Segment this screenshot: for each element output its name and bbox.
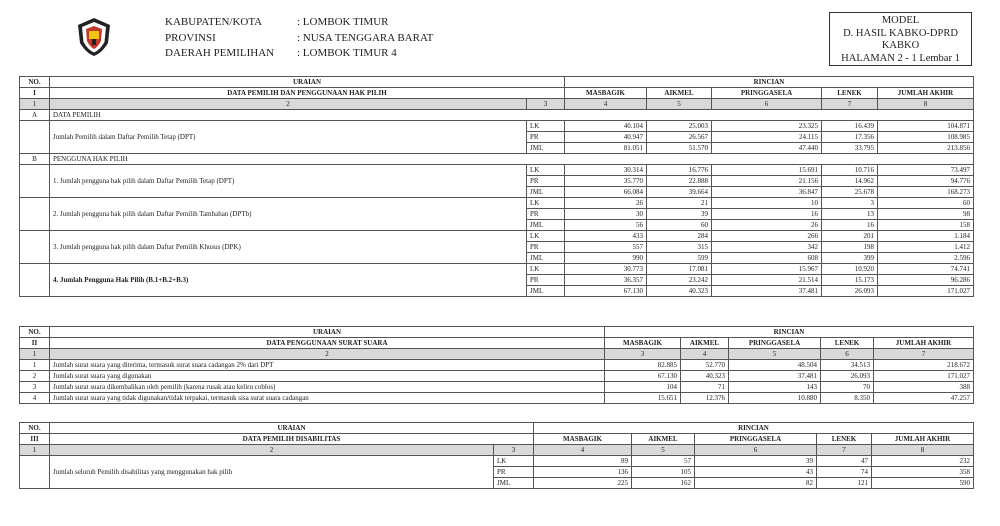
row-label: Jumlah surat suara yang tidak digunakan/tidak terpakai, termasuk sisa surat suara cadangan: [50, 393, 605, 404]
kpu-logo-icon: [76, 17, 112, 57]
value-cell: 23.325: [712, 121, 822, 132]
value-cell: 25.678: [822, 187, 878, 198]
section-number: I: [20, 88, 50, 99]
row-label: Jumlah surat suara yang diterima, termasuk surat suara cadangan 2% dari DPT: [50, 360, 605, 371]
header-uraian: URAIAN: [50, 77, 565, 88]
header-no: NO.: [20, 77, 50, 88]
gender-label: JML: [527, 253, 565, 264]
value-cell: 108.985: [878, 132, 974, 143]
row-label: 3. Jumlah pengguna hak pilih dalam Daftar Pemilih Khusus (DPK): [50, 231, 527, 264]
col-number: 8: [878, 99, 974, 110]
gender-label: JML: [527, 187, 565, 198]
dapil-value: : LOMBOK TIMUR 4: [297, 47, 397, 59]
value-cell: 10.880: [729, 393, 821, 404]
value-cell: 98: [878, 209, 974, 220]
col-header: JUMLAH AKHIR: [874, 338, 974, 349]
value-cell: 81.051: [565, 143, 647, 154]
col-header: AIKMEL: [681, 338, 729, 349]
value-cell: 36.357: [565, 275, 647, 286]
value-cell: 33.795: [822, 143, 878, 154]
value-cell: 388: [874, 382, 974, 393]
value-cell: 35.770: [565, 176, 647, 187]
value-cell: 43: [695, 467, 817, 478]
value-cell: 67.130: [605, 371, 681, 382]
col-header: MASBAGIK: [565, 88, 647, 99]
category-title: DATA PEMILIH: [50, 110, 974, 121]
value-cell: 143: [729, 382, 821, 393]
col-number: 5: [632, 445, 695, 456]
gender-label: PR: [527, 132, 565, 143]
col-number: 7: [817, 445, 872, 456]
col-header: MASBAGIK: [534, 434, 632, 445]
col-number: 1: [20, 349, 50, 360]
value-cell: 232: [872, 456, 974, 467]
col-header: LENEK: [821, 338, 874, 349]
value-cell: 1.184: [878, 231, 974, 242]
col-number: 2: [50, 349, 605, 360]
value-cell: 16: [822, 220, 878, 231]
gender-label: LK: [527, 198, 565, 209]
header-rincian: RINCIAN: [565, 77, 974, 88]
value-cell: 26.567: [647, 132, 712, 143]
header-uraian: URAIAN: [50, 423, 534, 434]
blank-cell: [20, 198, 50, 231]
region-info: [165, 15, 433, 62]
value-cell: 47.257: [874, 393, 974, 404]
col-number: 2: [50, 99, 527, 110]
dapil-label: DAERAH PEMILIHAN: [165, 47, 275, 59]
gender-label: LK: [494, 456, 534, 467]
gender-label: LK: [527, 231, 565, 242]
value-cell: 21.514: [712, 275, 822, 286]
value-cell: 89: [534, 456, 632, 467]
value-cell: 96.286: [878, 275, 974, 286]
model-line: MODEL: [881, 15, 920, 26]
value-cell: 39: [695, 456, 817, 467]
value-cell: 8.350: [821, 393, 874, 404]
kabupaten-label: KABUPATEN/KOTA: [165, 16, 263, 28]
col-header: LENEK: [822, 88, 878, 99]
value-cell: 218.672: [874, 360, 974, 371]
value-cell: 39.664: [647, 187, 712, 198]
col-number: 5: [647, 99, 712, 110]
col-number: 1: [20, 445, 50, 456]
value-cell: 10.920: [822, 264, 878, 275]
section-title: DATA PENGGUNAAN SURAT SUARA: [50, 338, 605, 349]
row-label: Jumlah Pemilih dalam Daftar Pemilih Tetap (DPT): [50, 121, 527, 154]
value-cell: 34.513: [821, 360, 874, 371]
blank-cell: [20, 456, 50, 489]
value-cell: 57: [632, 456, 695, 467]
model-line: HALAMAN 2 - 1 Lembar 1: [841, 52, 960, 64]
col-header: JUMLAH AKHIR: [872, 434, 974, 445]
value-cell: 17.356: [822, 132, 878, 143]
blank-cell: [20, 231, 50, 264]
gender-label: PR: [527, 176, 565, 187]
value-cell: 23.242: [647, 275, 712, 286]
row-label: Jumlah surat suara dikembalikan oleh pemilih (karena rusak atau keliru coblos): [50, 382, 605, 393]
value-cell: 16.776: [647, 165, 712, 176]
col-number: 7: [874, 349, 974, 360]
col-number: 1: [20, 99, 50, 110]
value-cell: 26: [712, 220, 822, 231]
value-cell: 25.003: [647, 121, 712, 132]
value-cell: 10: [712, 198, 822, 209]
col-header: JUMLAH AKHIR: [878, 88, 974, 99]
col-number: 7: [822, 99, 878, 110]
col-header: PRINGGASELA: [729, 338, 821, 349]
col-number: 4: [534, 445, 632, 456]
gender-label: PR: [494, 467, 534, 478]
table-row: [20, 360, 974, 371]
model-line: D. HASIL KABKO-DPRD: [843, 27, 958, 39]
col-number: 4: [565, 99, 647, 110]
value-cell: 158: [878, 220, 974, 231]
col-number: 2: [50, 445, 494, 456]
col-number: 8: [872, 445, 974, 456]
value-cell: 599: [647, 253, 712, 264]
value-cell: 74: [817, 467, 872, 478]
blank-cell: [20, 264, 50, 297]
col-header: AIKMEL: [632, 434, 695, 445]
value-cell: 37.481: [712, 286, 822, 297]
value-cell: 16.439: [822, 121, 878, 132]
gender-label: LK: [527, 121, 565, 132]
value-cell: 121: [817, 478, 872, 489]
value-cell: 26: [565, 198, 647, 209]
value-cell: 17.081: [647, 264, 712, 275]
value-cell: 1.412: [878, 242, 974, 253]
value-cell: 608: [712, 253, 822, 264]
row-label: 2. Jumlah pengguna hak pilih dalam Daftar Pemilih Tambahan (DPTb): [50, 198, 527, 231]
table-disabilitas: [19, 422, 974, 489]
col-number: 3: [605, 349, 681, 360]
value-cell: 82: [695, 478, 817, 489]
col-number: 3: [494, 445, 534, 456]
section-number: III: [20, 434, 50, 445]
header-rincian: RINCIAN: [534, 423, 974, 434]
value-cell: 52.770: [681, 360, 729, 371]
row-number: 1: [20, 360, 50, 371]
col-header: MASBAGIK: [605, 338, 681, 349]
value-cell: 30.773: [565, 264, 647, 275]
value-cell: 67.130: [565, 286, 647, 297]
value-cell: 66.084: [565, 187, 647, 198]
value-cell: 315: [647, 242, 712, 253]
document-header: [0, 0, 1000, 72]
value-cell: 990: [565, 253, 647, 264]
row-label: Jumlah seluruh Pemilih disabilitas yang menggunakan hak pilih: [50, 456, 494, 489]
value-cell: 60: [647, 220, 712, 231]
value-cell: 26.093: [822, 286, 878, 297]
value-cell: 358: [872, 467, 974, 478]
category-title: PENGGUNA HAK PILIH: [50, 154, 974, 165]
row-label: 1. Jumlah pengguna hak pilih dalam Daftar Pemilih Tetap (DPT): [50, 165, 527, 198]
model-line: KABKO: [881, 40, 920, 51]
kabupaten-value: : LOMBOK TIMUR: [297, 16, 389, 28]
col-number: 4: [681, 349, 729, 360]
value-cell: 26.093: [821, 371, 874, 382]
gender-label: PR: [527, 275, 565, 286]
col-number: 6: [695, 445, 817, 456]
value-cell: 21: [647, 198, 712, 209]
value-cell: 48.504: [729, 360, 821, 371]
value-cell: 266: [712, 231, 822, 242]
value-cell: 557: [565, 242, 647, 253]
header-no: NO.: [20, 423, 50, 434]
value-cell: 433: [565, 231, 647, 242]
gender-label: LK: [527, 264, 565, 275]
value-cell: 136: [534, 467, 632, 478]
value-cell: 40.323: [647, 286, 712, 297]
gender-label: JML: [527, 143, 565, 154]
value-cell: 171.027: [874, 371, 974, 382]
value-cell: 70: [821, 382, 874, 393]
header-uraian: URAIAN: [50, 327, 605, 338]
col-number: 6: [821, 349, 874, 360]
row-label: Jumlah surat suara yang digunakan: [50, 371, 605, 382]
value-cell: 94.776: [878, 176, 974, 187]
value-cell: 105: [632, 467, 695, 478]
value-cell: 56: [565, 220, 647, 231]
value-cell: 14.962: [822, 176, 878, 187]
value-cell: 22.888: [647, 176, 712, 187]
value-cell: 213.856: [878, 143, 974, 154]
value-cell: 74.741: [878, 264, 974, 275]
gender-label: PR: [527, 242, 565, 253]
table-row: [20, 382, 974, 393]
gender-label: JML: [527, 286, 565, 297]
value-cell: 590: [872, 478, 974, 489]
category-code: B: [20, 154, 50, 165]
gender-label: PR: [527, 209, 565, 220]
value-cell: 15.967: [712, 264, 822, 275]
value-cell: 2.596: [878, 253, 974, 264]
value-cell: 10.716: [822, 165, 878, 176]
value-cell: 12.376: [681, 393, 729, 404]
col-header: PRINGGASELA: [712, 88, 822, 99]
section-number: II: [20, 338, 50, 349]
model-box: [829, 12, 972, 66]
value-cell: 15.173: [822, 275, 878, 286]
col-number: 3: [527, 99, 565, 110]
value-cell: 15.651: [605, 393, 681, 404]
col-header: AIKMEL: [647, 88, 712, 99]
value-cell: 16: [712, 209, 822, 220]
value-cell: 168.273: [878, 187, 974, 198]
value-cell: 162: [632, 478, 695, 489]
col-header: PRINGGASELA: [695, 434, 817, 445]
value-cell: 399: [822, 253, 878, 264]
value-cell: 30.314: [565, 165, 647, 176]
section-title: DATA PEMILIH DISABILITAS: [50, 434, 534, 445]
value-cell: 30: [565, 209, 647, 220]
value-cell: 47.440: [712, 143, 822, 154]
value-cell: 198: [822, 242, 878, 253]
value-cell: 24.115: [712, 132, 822, 143]
gender-label: LK: [527, 165, 565, 176]
value-cell: 3: [822, 198, 878, 209]
provinsi-value: : NUSA TENGGARA BARAT: [297, 31, 434, 44]
col-header: LENEK: [817, 434, 872, 445]
value-cell: 40.947: [565, 132, 647, 143]
value-cell: 40.104: [565, 121, 647, 132]
table-surat-suara: [19, 326, 974, 404]
blank-cell: [20, 165, 50, 198]
value-cell: 171.027: [878, 286, 974, 297]
value-cell: 73.497: [878, 165, 974, 176]
provinsi-label: PROVINSI: [165, 31, 216, 44]
value-cell: 13: [822, 209, 878, 220]
row-label-total: 4. Jumlah Pengguna Hak Pilih (B.1+B.2+B.3): [50, 264, 527, 297]
value-cell: 39: [647, 209, 712, 220]
value-cell: 51.570: [647, 143, 712, 154]
value-cell: 284: [647, 231, 712, 242]
value-cell: 104.871: [878, 121, 974, 132]
value-cell: 342: [712, 242, 822, 253]
value-cell: 71: [681, 382, 729, 393]
value-cell: 15.691: [712, 165, 822, 176]
value-cell: 82.885: [605, 360, 681, 371]
value-cell: 225: [534, 478, 632, 489]
gender-label: JML: [527, 220, 565, 231]
table-data-pemilih: [19, 76, 974, 297]
row-number: 4: [20, 393, 50, 404]
header-rincian: RINCIAN: [605, 327, 974, 338]
header-no: NO.: [20, 327, 50, 338]
blank-cell: [20, 121, 50, 154]
gender-label: JML: [494, 478, 534, 489]
row-number: 3: [20, 382, 50, 393]
col-number: 6: [712, 99, 822, 110]
value-cell: 36.847: [712, 187, 822, 198]
table-row: [20, 393, 974, 404]
row-number: 2: [20, 371, 50, 382]
col-number: 5: [729, 349, 821, 360]
value-cell: 21.156: [712, 176, 822, 187]
value-cell: 201: [822, 231, 878, 242]
value-cell: 60: [878, 198, 974, 209]
value-cell: 104: [605, 382, 681, 393]
value-cell: 37.481: [729, 371, 821, 382]
table-row: [20, 371, 974, 382]
value-cell: 47: [817, 456, 872, 467]
value-cell: 40.323: [681, 371, 729, 382]
section-title: DATA PEMILIH DAN PENGGUNAAN HAK PILIH: [50, 88, 565, 99]
category-code: A: [20, 110, 50, 121]
